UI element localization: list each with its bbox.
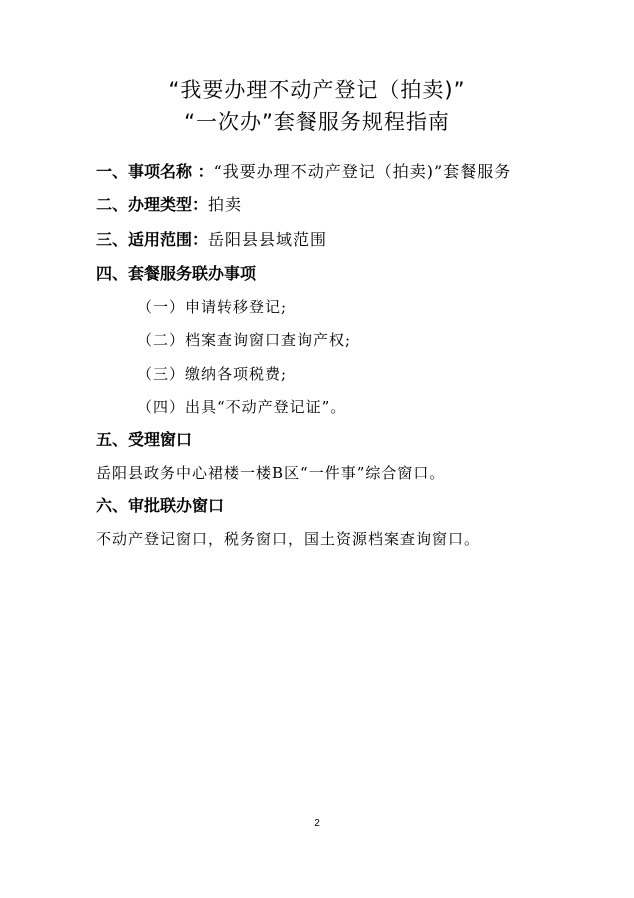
joint-item: （四）出具“不动产登记证”。 [137, 398, 347, 416]
approval-windows-text: 不动产登记窗口，税务窗口，国土资源档案查询窗口。 [96, 530, 481, 548]
section-acceptance-window [96, 428, 192, 452]
section-value: “我要办理不动产登记（拍卖)”套餐服务 [213, 162, 512, 181]
section-handling-type [96, 193, 242, 217]
section-heading: 二、办理类型 [96, 195, 193, 214]
section-heading: 三、适用范围 [96, 230, 193, 249]
joint-item: （一）申请转移登记; [137, 298, 288, 316]
section-heading: 六、审批联办窗口 [96, 496, 225, 515]
joint-item: （三）缴纳各项税费; [137, 365, 288, 383]
section-joint-items [96, 262, 256, 286]
section-separator: ： [192, 162, 214, 181]
joint-item: （二）档案查询窗口查询产权; [137, 331, 352, 349]
section-item-name [96, 160, 511, 184]
section-value: 岳阳县县域范围 [208, 230, 328, 249]
document-title-line-2: “一次办”套餐服务规程指南 [184, 110, 450, 134]
document-title-line-1: “我要办理不动产登记（拍卖)” [168, 78, 466, 102]
page-number: 2 [314, 818, 320, 829]
section-separator: ： [192, 230, 209, 249]
acceptance-window-text: 岳阳县政务中心裙楼一楼B区“一件事”综合窗口。 [96, 464, 446, 482]
section-heading: 四、套餐服务联办事项 [96, 264, 257, 283]
section-heading: 一、事项名称 [96, 162, 193, 181]
section-scope [96, 228, 327, 252]
section-separator: ： [192, 195, 209, 214]
section-value: 拍卖 [208, 195, 243, 214]
section-heading: 五、受理窗口 [96, 430, 193, 449]
section-approval-windows [96, 494, 224, 518]
